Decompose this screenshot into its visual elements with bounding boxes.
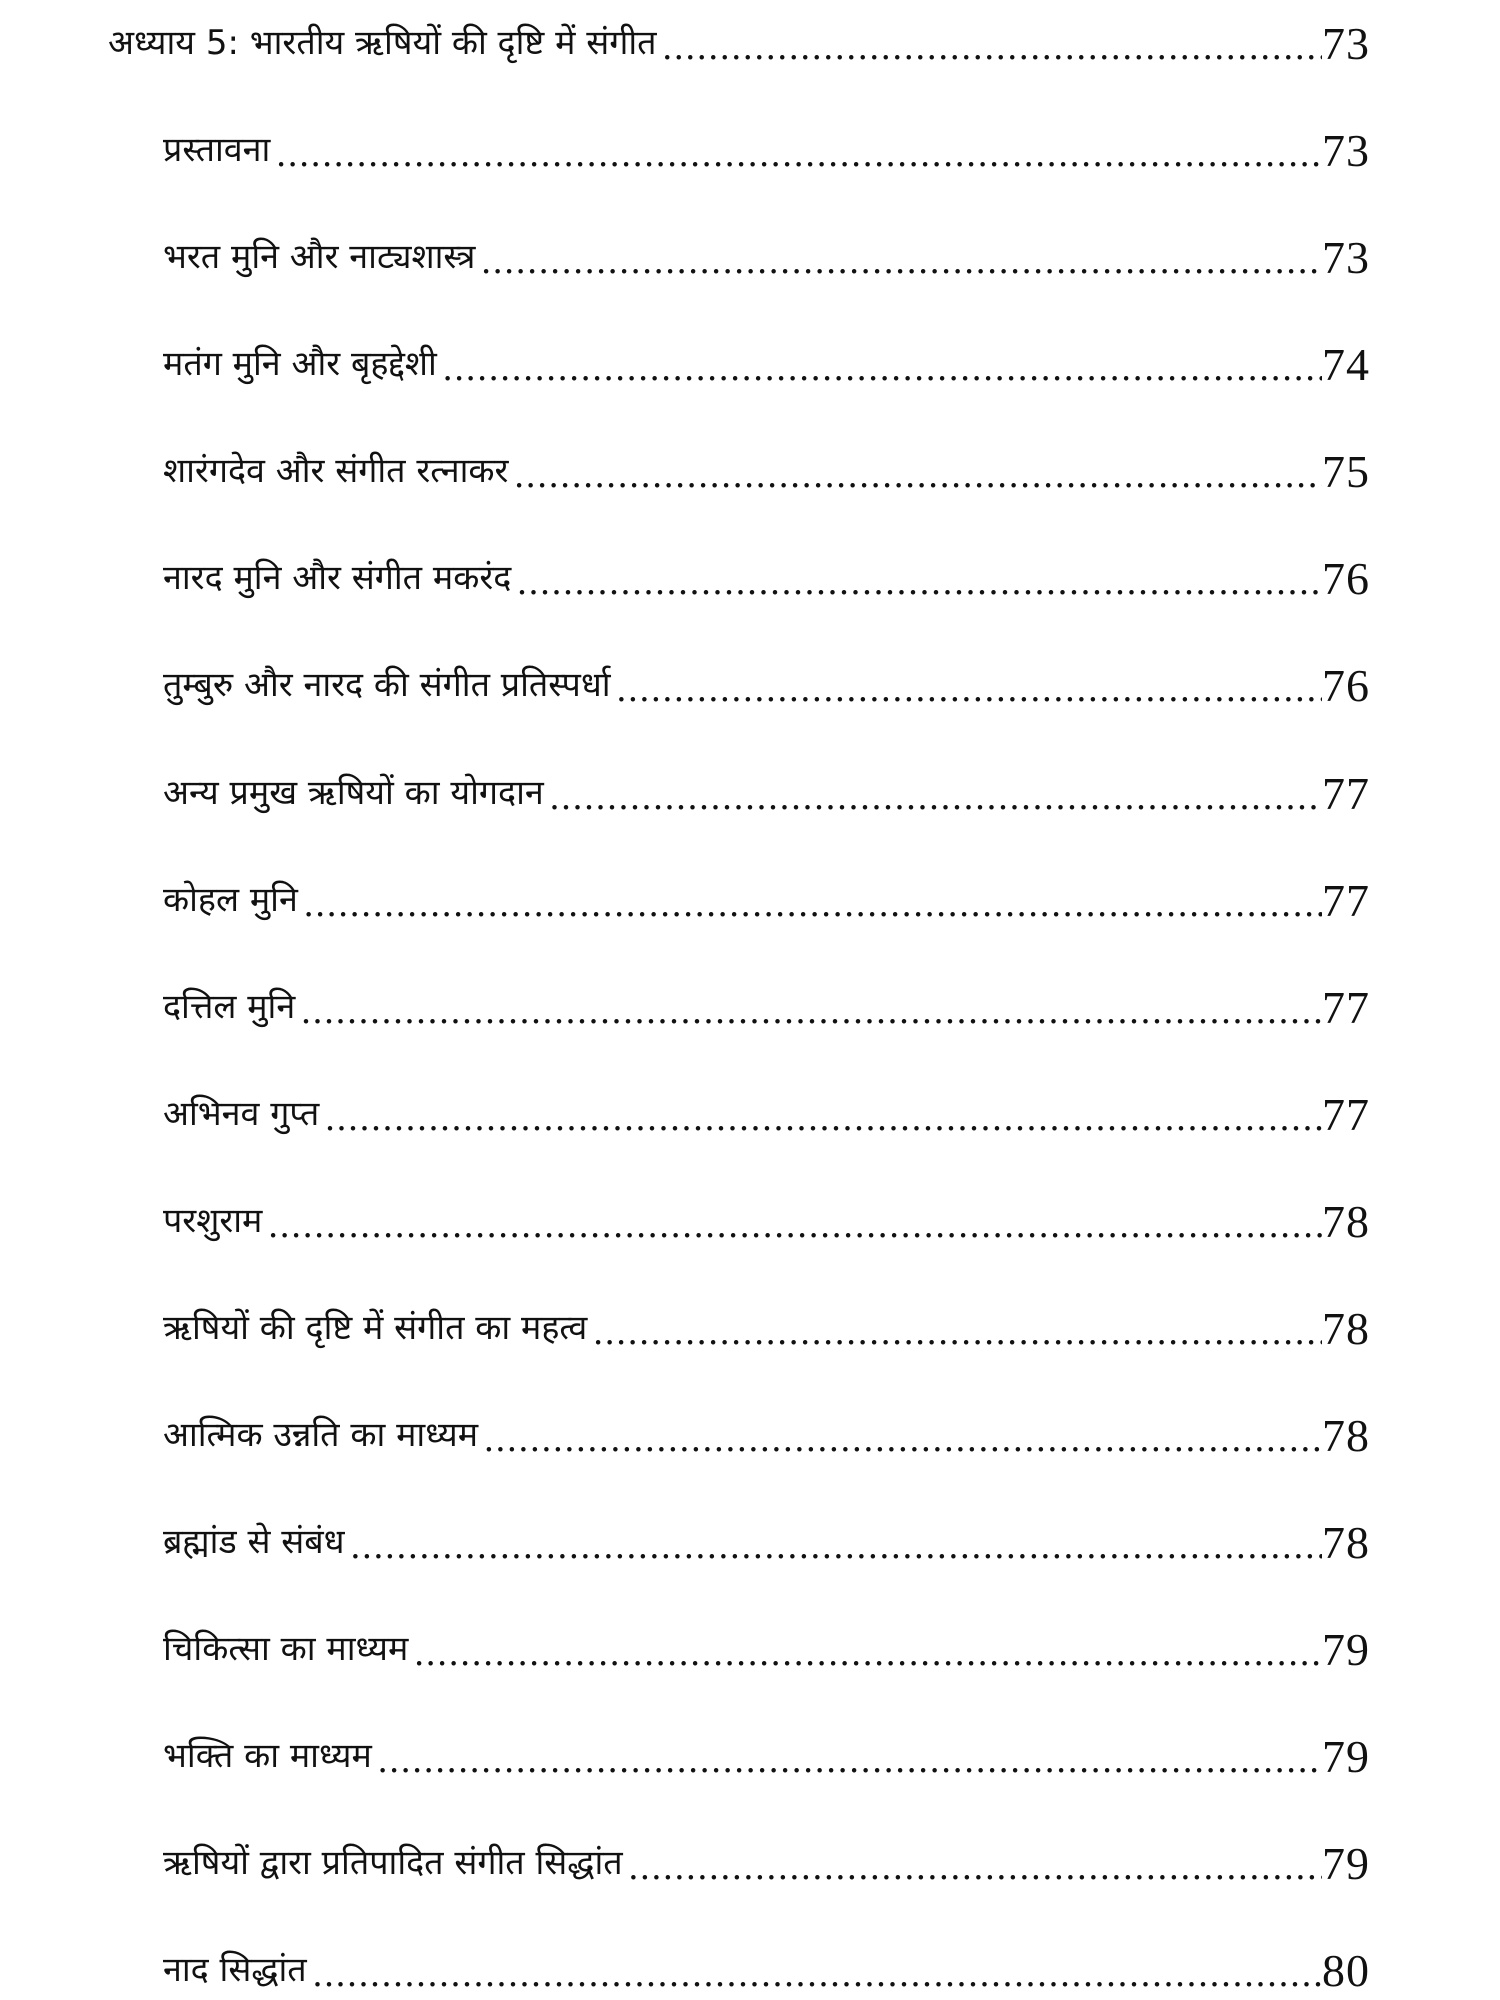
- dot-leader: [508, 452, 1322, 498]
- toc-entry-title: अध्याय 5: भारतीय ऋषियों की दृष्टि में संगीत: [108, 23, 657, 63]
- dot-leader: [511, 559, 1322, 605]
- toc-entry-page: 78: [1322, 1410, 1370, 1461]
- dot-leader: [623, 1844, 1322, 1890]
- toc-entry[interactable]: [163, 1295, 1370, 1355]
- toc-entry-page: 79: [1322, 1624, 1370, 1675]
- dot-leader: [544, 774, 1322, 820]
- toc-entry[interactable]: [163, 974, 1370, 1034]
- toc-entry-title: परशुराम: [163, 1201, 263, 1241]
- toc-entry-page: 78: [1322, 1303, 1370, 1354]
- toc-entry-page: 74: [1322, 339, 1370, 390]
- toc-entry-page: 76: [1322, 660, 1370, 711]
- toc-entry-title: मतंग मुनि और बृहद्देशी: [163, 344, 437, 384]
- toc-entry[interactable]: [163, 652, 1370, 712]
- toc-entry-title: भक्ति का माध्यम: [163, 1736, 372, 1776]
- toc-entry-title: प्रस्तावना: [163, 130, 271, 170]
- toc-entry-page: 79: [1322, 1731, 1370, 1782]
- dot-leader: [475, 238, 1322, 284]
- dot-leader: [298, 881, 1322, 927]
- toc-entry-title: अभिनव गुप्त: [163, 1094, 320, 1134]
- toc-entry-title: अन्य प्रमुख ऋषियों का योगदान: [163, 773, 544, 813]
- toc-entry-title: ब्रह्मांड से संबंध: [163, 1522, 345, 1562]
- dot-leader: [657, 24, 1322, 70]
- toc-entry-title: ऋषियों द्वारा प्रतिपादित संगीत सिद्धांत: [163, 1843, 623, 1883]
- toc-entry-page: 73: [1322, 18, 1370, 69]
- toc-entry-page: 79: [1322, 1838, 1370, 1889]
- toc-entry-page: 77: [1322, 1089, 1370, 1140]
- dot-leader: [262, 1202, 1322, 1248]
- toc-entry-page: 73: [1322, 232, 1370, 283]
- toc-entry[interactable]: [163, 1723, 1370, 1783]
- toc-entry[interactable]: [163, 1402, 1370, 1462]
- toc-entry[interactable]: [163, 1830, 1370, 1890]
- toc-entry-page: 78: [1322, 1196, 1370, 1247]
- toc-entry-page: 76: [1322, 553, 1370, 604]
- toc-entry[interactable]: [163, 1081, 1370, 1141]
- dot-leader: [270, 131, 1322, 177]
- dot-leader: [345, 1523, 1322, 1569]
- dot-leader: [372, 1737, 1322, 1783]
- toc-entry-title: नारद मुनि और संगीत मकरंद: [163, 558, 512, 598]
- dot-leader: [295, 988, 1322, 1034]
- toc-entry-title: दत्तिल मुनि: [163, 987, 296, 1027]
- dot-leader: [319, 1095, 1322, 1141]
- toc-entry-title: शारंगदेव और संगीत रत्नाकर: [163, 451, 509, 491]
- toc-entry[interactable]: [163, 1937, 1370, 1997]
- toc-entry-title: कोहल मुनि: [163, 880, 298, 920]
- toc-entry[interactable]: [163, 1509, 1370, 1569]
- toc-entry-chapter[interactable]: [108, 10, 1370, 70]
- toc-entry-page: 73: [1322, 125, 1370, 176]
- toc-entry-title: आत्मिक उन्नति का माध्यम: [163, 1415, 479, 1455]
- dot-leader: [611, 666, 1322, 712]
- toc-entry[interactable]: [163, 331, 1370, 391]
- toc-entry-page: 80: [1322, 1945, 1370, 1996]
- toc-entry-page: 78: [1322, 1517, 1370, 1568]
- toc-entry-title: चिकित्सा का माध्यम: [163, 1629, 409, 1669]
- toc-entry[interactable]: [163, 760, 1370, 820]
- toc-entry[interactable]: [163, 545, 1370, 605]
- dot-leader: [408, 1630, 1322, 1676]
- dot-leader: [478, 1416, 1322, 1462]
- toc-entry-title: नाद सिद्धांत: [163, 1950, 307, 1990]
- toc-entry-title: ऋषियों की दृष्टि में संगीत का महत्व: [163, 1308, 588, 1348]
- toc-entry[interactable]: [163, 224, 1370, 284]
- toc-entry-page: 77: [1322, 768, 1370, 819]
- toc-entry[interactable]: [163, 117, 1370, 177]
- dot-leader: [307, 1951, 1322, 1997]
- toc-entry[interactable]: [163, 1188, 1370, 1248]
- toc-entry-title: तुम्बुरु और नारद की संगीत प्रतिस्पर्धा: [163, 665, 611, 705]
- toc-entry-page: 77: [1322, 982, 1370, 1033]
- toc-entry[interactable]: [163, 438, 1370, 498]
- dot-leader: [437, 345, 1322, 391]
- toc-entry[interactable]: [163, 867, 1370, 927]
- toc-entry[interactable]: [163, 1616, 1370, 1676]
- toc-entry-page: 77: [1322, 875, 1370, 926]
- toc-entry-title: भरत मुनि और नाट्यशास्त्र: [163, 237, 476, 277]
- dot-leader: [587, 1309, 1322, 1355]
- toc-entry-page: 75: [1322, 446, 1370, 497]
